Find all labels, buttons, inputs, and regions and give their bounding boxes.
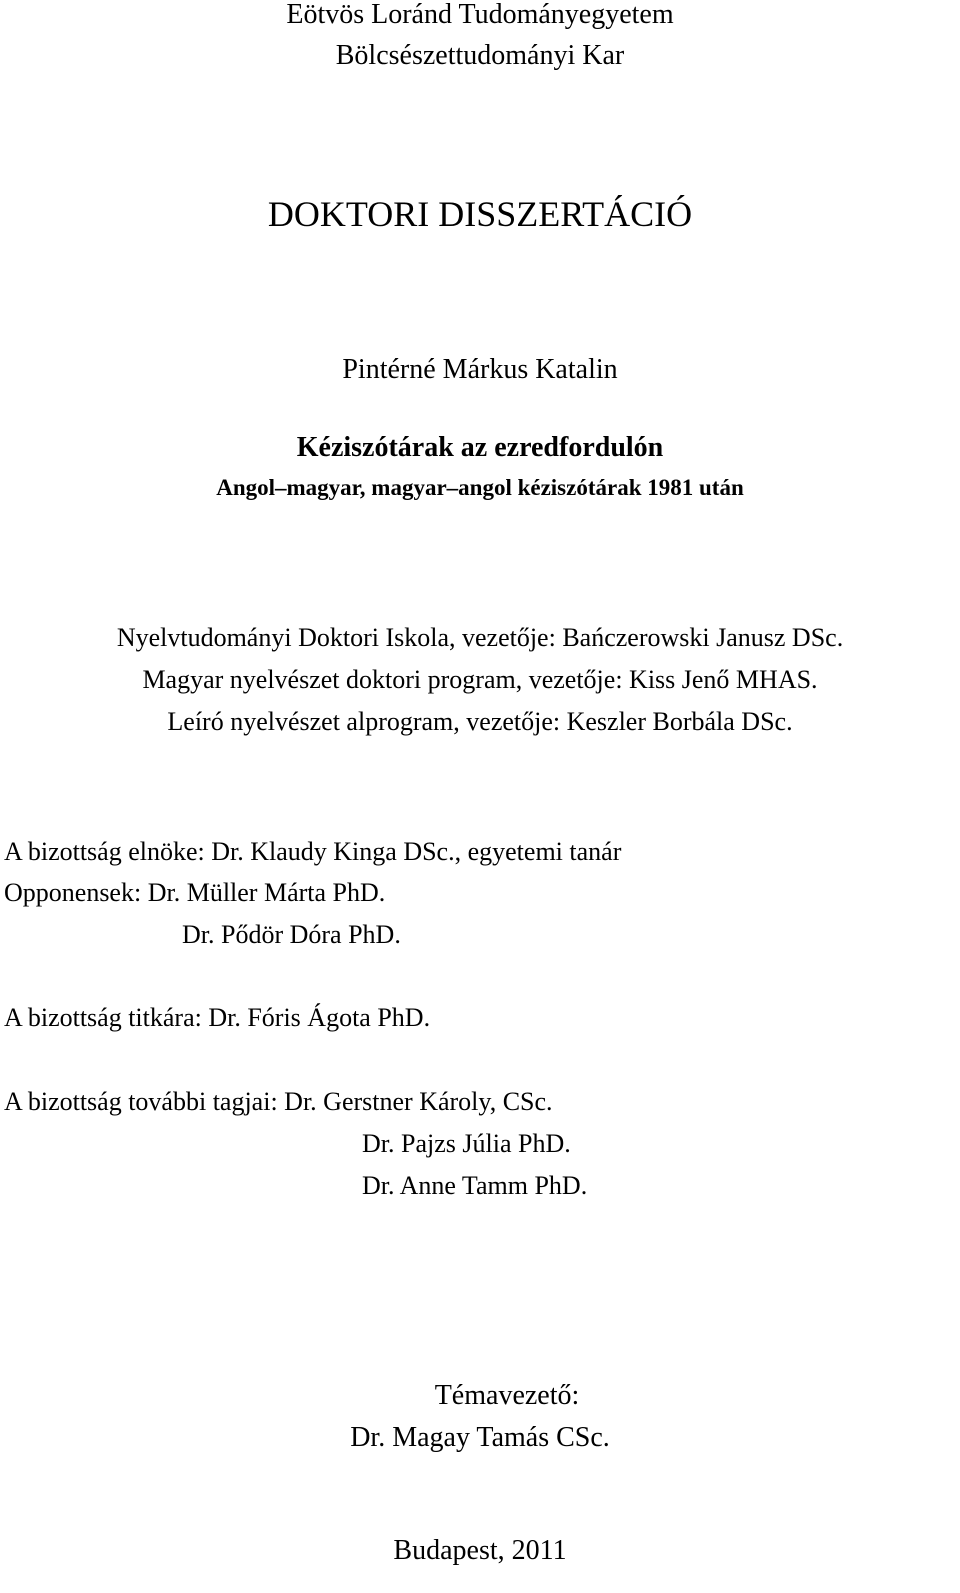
committee-chair: A bizottság elnöke: Dr. Klaudy Kinga DSc., egyetemi tanár (4, 837, 622, 866)
doctoral-program-line: Magyar nyelvészet doktori program, vezetője: Kiss Jenő MHAS. (142, 665, 818, 694)
committee-members-line-2: Dr. Pajzs Júlia PhD. (362, 1129, 571, 1158)
committee-secretary: A bizottság titkára: Dr. Fóris Ágota PhD. (4, 1003, 431, 1032)
author-name: Pintérné Márkus Katalin (342, 354, 618, 385)
thesis-title: Kéziszótárak az ezredfordulón (296, 432, 664, 463)
opponents-line-1: Opponensek: Dr. Müller Márta PhD. (4, 878, 386, 907)
document-type-title: DOKTORI DISSZERTÁCIÓ (267, 194, 693, 234)
place-and-date: Budapest, 2011 (393, 1535, 567, 1566)
university-name: Eötvös Loránd Tudományegyetem (286, 0, 674, 30)
supervisor-name: Dr. Magay Tamás CSc. (350, 1422, 610, 1453)
subprogram-line: Leíró nyelvészet alprogram, vezetője: Keszler Borbála DSc. (167, 707, 793, 736)
opponents-line-2: Dr. Pődör Dóra PhD. (182, 920, 401, 949)
doctoral-school-line: Nyelvtudományi Doktori Iskola, vezetője: Bańczerowski Janusz DSc. (116, 623, 844, 652)
supervisor-label: Témavezető: (434, 1380, 580, 1411)
thesis-subtitle: Angol–magyar, magyar–angol kéziszótárak 1981 után (216, 475, 744, 500)
committee-members-line-1: A bizottság további tagjai: Dr. Gerstner Károly, CSc. (4, 1087, 553, 1116)
faculty-name: Bölcsészettudományi Kar (335, 40, 625, 71)
committee-members-line-3: Dr. Anne Tamm PhD. (362, 1171, 588, 1200)
